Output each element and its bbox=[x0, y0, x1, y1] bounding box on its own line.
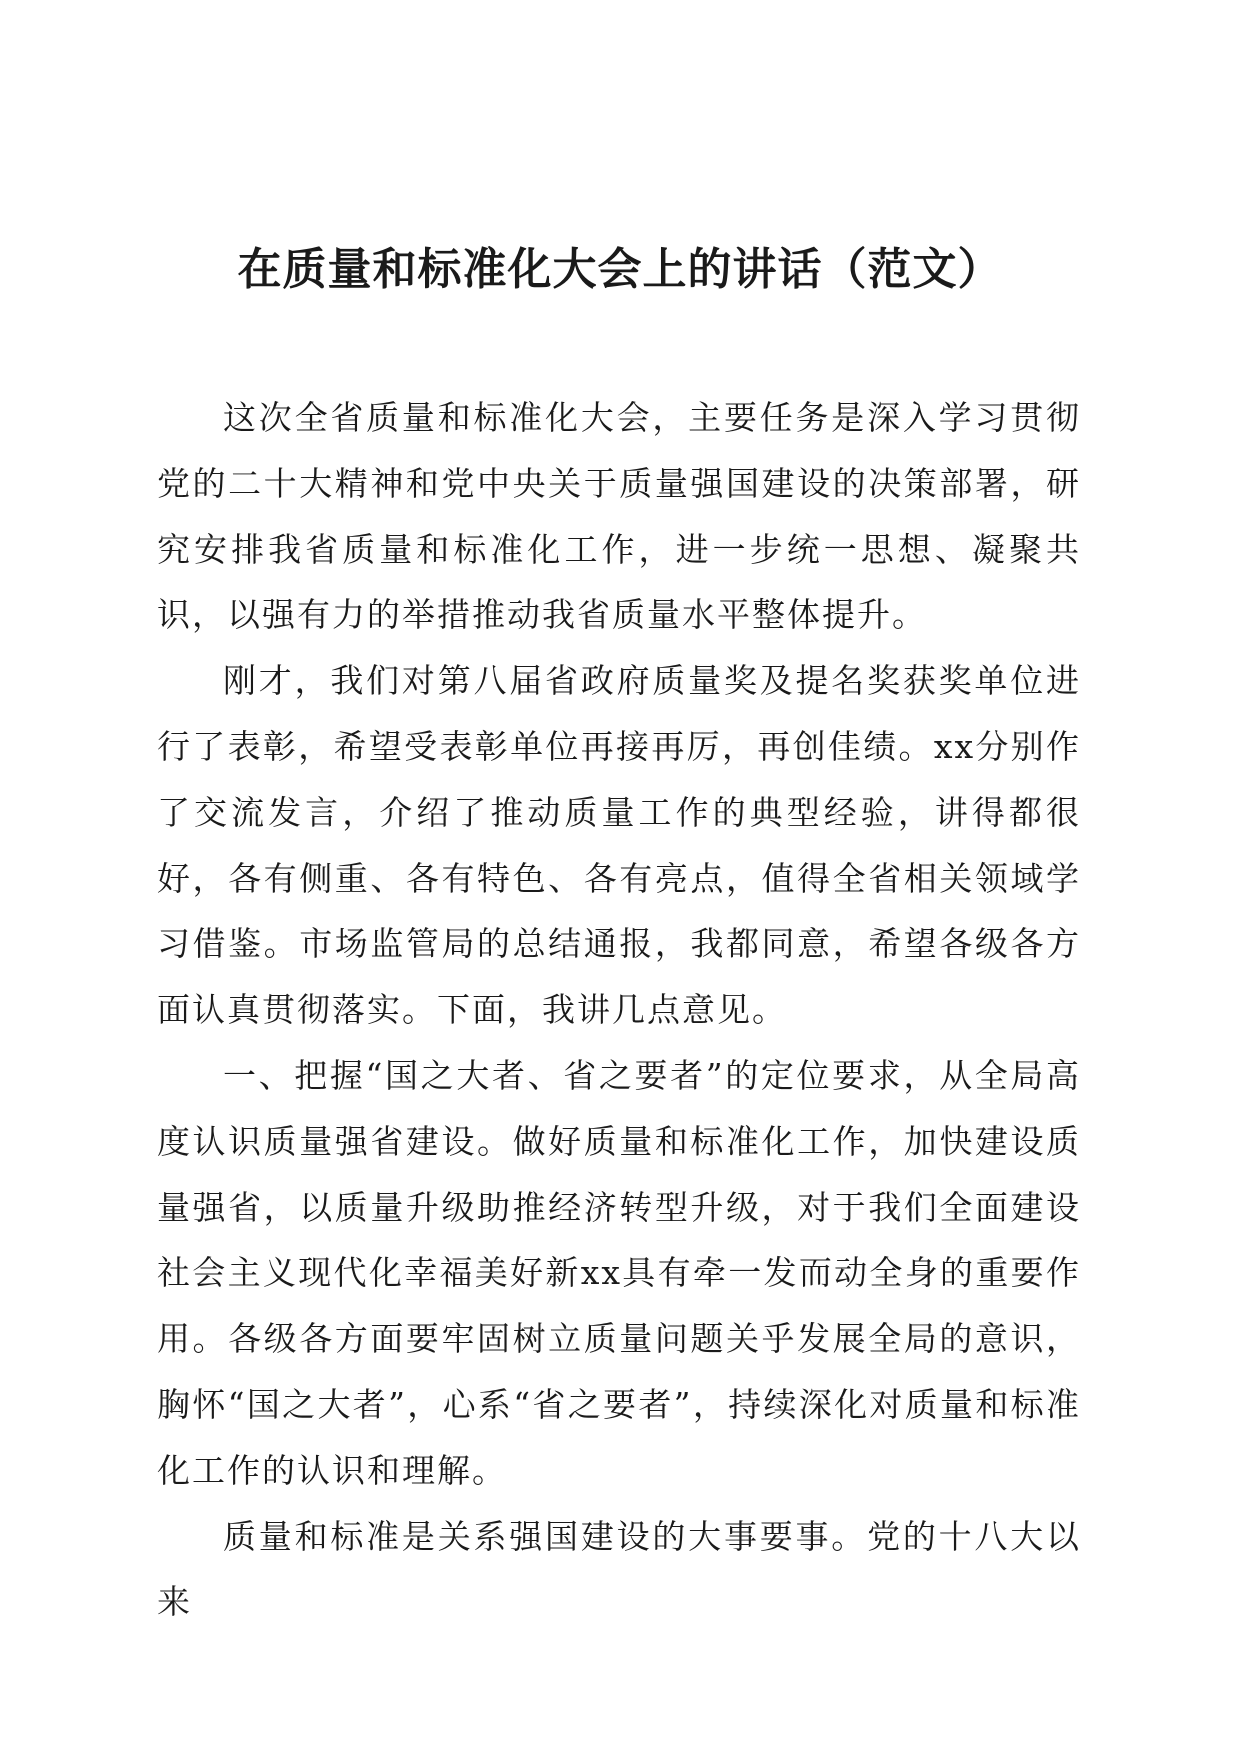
paragraph-4: 质量和标准是关系强国建设的大事要事。党的十八大以来 bbox=[157, 1516, 1081, 1622]
paragraph-3: 一、把握“国之大者、省之要者”的定位要求，从全局高度认识质量强省建设。做好质量和标准化工作，加快建设质量强省，以质量升级助推经济转型升级，对于我们全面建设社会主义现代化幸福美好新xx具有牵一发而动全身的重要作用。各级各方面要牢固树立质量问题关乎发展全局的意识，胸怀“国之大者”，心系“省之要者”，持续深化对质量和标准化工作的认识和理解。 bbox=[157, 1055, 1081, 1490]
paragraph-2: 刚才，我们对第八届省政府质量奖及提名奖获奖单位进行了表彰，希望受表彰单位再接再厉，再创佳绩。xx分别作了交流发言，介绍了推动质量工作的典型经验，讲得都很好，各有侧重、各有特色、各有亮点，值得全省相关领域学习借鉴。市场监管局的总结通报，我都同意，希望各级各方面认真贯彻落实。下面，我讲几点意见。 bbox=[157, 661, 1081, 1030]
document-body bbox=[157, 385, 1081, 1635]
document-title: 在质量和标准化大会上的讲话（范文） bbox=[237, 244, 1003, 295]
paragraph-1: 这次全省质量和标准化大会，主要任务是深入学习贯彻党的二十大精神和党中央关于质量强国建设的决策部署，研究安排我省质量和标准化工作，进一步统一思想、凝聚共识，以强有力的举措推动我省质量水平整体提升。 bbox=[157, 398, 1081, 635]
